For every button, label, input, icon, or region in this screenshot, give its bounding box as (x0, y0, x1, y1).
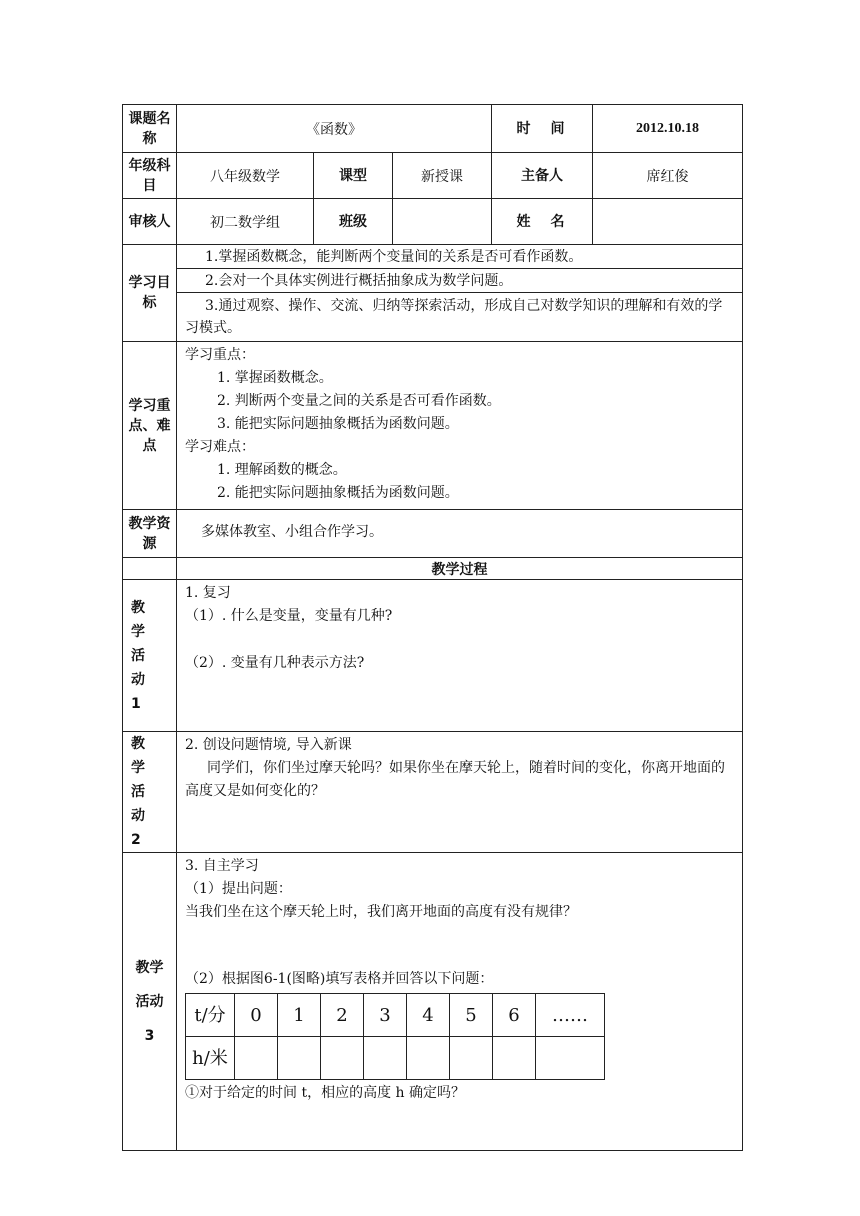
lead-label: 主备人 (492, 153, 593, 199)
time-row (186, 994, 605, 1037)
time-value: 2012.10.18 (593, 105, 743, 153)
activity1-question-1: （1）. 什么是变量，变量有几种? (185, 608, 393, 624)
activity2-label: 教 学 活 动 2 (123, 732, 177, 853)
focus-item-3: 3. 能把实际问题抽象概括为函数问题。 (217, 416, 459, 432)
process-title-blank (123, 558, 177, 580)
time-row-head: t/分 (186, 994, 235, 1037)
type-label: 课型 (314, 153, 393, 199)
time-cell-1: 1 (278, 994, 321, 1037)
height-cell-5[interactable] (450, 1037, 493, 1080)
activity3-row (123, 853, 743, 1151)
activity3-sub2: （2）根据图6-1(图略)填写表格并回答以下问题： (185, 971, 494, 987)
activity3-content (177, 853, 743, 1151)
difficulty-item-2: 2. 能把实际问题抽象概括为函数问题。 (217, 485, 459, 501)
height-row (186, 1037, 605, 1080)
activity2-heading: 2. 创设问题情境, 导入新课 (185, 737, 352, 753)
review-value: 初二数学组 (177, 199, 314, 245)
difficulty-title: 学习难点： (185, 439, 255, 455)
activity2-content (177, 732, 743, 853)
type-value: 新授课 (393, 153, 492, 199)
time-cell-2: 2 (321, 994, 364, 1037)
time-cell-0: 0 (235, 994, 278, 1037)
time-cell-5: 5 (450, 994, 493, 1037)
height-cell-1[interactable] (278, 1037, 321, 1080)
difficulty-item-1: 1. 理解函数的概念。 (217, 462, 347, 478)
activity3-label-line2: 活动 (135, 993, 164, 1010)
header-row-topic (123, 105, 743, 153)
key-points-label: 学习重点、难点 (123, 342, 177, 510)
height-cell-2[interactable] (321, 1037, 364, 1080)
activity1-label: 教 学 活 动 1 (123, 580, 177, 732)
name-value[interactable] (593, 199, 743, 245)
resources-row (123, 510, 743, 558)
lesson-plan-table (122, 104, 743, 1151)
activity3-sub1: （1）提出问题： (185, 881, 292, 897)
height-cell-ellipsis[interactable] (536, 1037, 605, 1080)
activity3-label (123, 853, 177, 1151)
activity1-row (123, 580, 743, 732)
goal-item-3: 3.通过观察、操作、交流、归纳等探索活动，形成自己对数学知识的理解和有效的学习模式。 (177, 293, 743, 342)
height-cell-4[interactable] (407, 1037, 450, 1080)
resources-label: 教学资源 (123, 510, 177, 558)
goals-label: 学习目标 (123, 245, 177, 342)
time-height-table (185, 993, 605, 1080)
goal-item-1: 1.掌握函数概念，能判断两个变量间的关系是否可看作函数。 (177, 245, 743, 269)
goal-row-1 (123, 245, 743, 269)
height-cell-0[interactable] (235, 1037, 278, 1080)
activity3-label-line1: 教学 (135, 959, 164, 976)
key-points-row (123, 342, 743, 510)
focus-item-2: 2. 判断两个变量之间的关系是否可看作函数。 (217, 393, 501, 409)
class-value[interactable] (393, 199, 492, 245)
activity3-follow-up: ①对于给定的时间 t，相应的高度 h 确定吗？ (185, 1085, 465, 1101)
activity2-row (123, 732, 743, 853)
header-row-grade (123, 153, 743, 199)
activity1-question-2: （2）. 变量有几种表示方法? (185, 655, 365, 671)
height-cell-6[interactable] (493, 1037, 536, 1080)
process-title: 教学过程 (177, 558, 743, 580)
focus-item-1: 1. 掌握函数概念。 (217, 370, 333, 386)
time-label: 时 间 (492, 105, 593, 153)
activity1-heading: 1. 复习 (185, 585, 231, 601)
grade-value: 八年级数学 (177, 153, 314, 199)
activity3-heading: 3. 自主学习 (185, 858, 259, 874)
topic-value: 《函数》 (177, 105, 492, 153)
time-cell-ellipsis: …… (536, 994, 605, 1037)
height-cell-3[interactable] (364, 1037, 407, 1080)
goal-row-2 (123, 269, 743, 293)
process-title-row (123, 558, 743, 580)
grade-label: 年级科目 (123, 153, 177, 199)
height-row-head: h/米 (186, 1037, 235, 1080)
class-label: 班级 (314, 199, 393, 245)
activity3-label-line3: 3 (144, 1027, 155, 1044)
key-points-content (177, 342, 743, 510)
activity3-question: 当我们坐在这个摩天轮上时，我们离开地面的高度有没有规律？ (185, 904, 577, 920)
review-label: 审核人 (123, 199, 177, 245)
focus-title: 学习重点： (185, 347, 255, 363)
time-cell-6: 6 (493, 994, 536, 1037)
header-row-review (123, 199, 743, 245)
topic-label: 课题名称 (123, 105, 177, 153)
resources-value: 多媒体教室、小组合作学习。 (177, 510, 743, 558)
time-cell-3: 3 (364, 994, 407, 1037)
time-cell-4: 4 (407, 994, 450, 1037)
goal-row-3 (123, 293, 743, 342)
activity1-content (177, 580, 743, 732)
name-label: 姓 名 (492, 199, 593, 245)
goal-item-2: 2.会对一个具体实例进行概括抽象成为数学问题。 (177, 269, 743, 293)
activity2-text: 同学们，你们坐过摩天轮吗？如果你坐在摩天轮上，随着时间的变化，你离开地面的高度又是如何变化的？ (185, 760, 725, 799)
lead-value: 席红俊 (593, 153, 743, 199)
